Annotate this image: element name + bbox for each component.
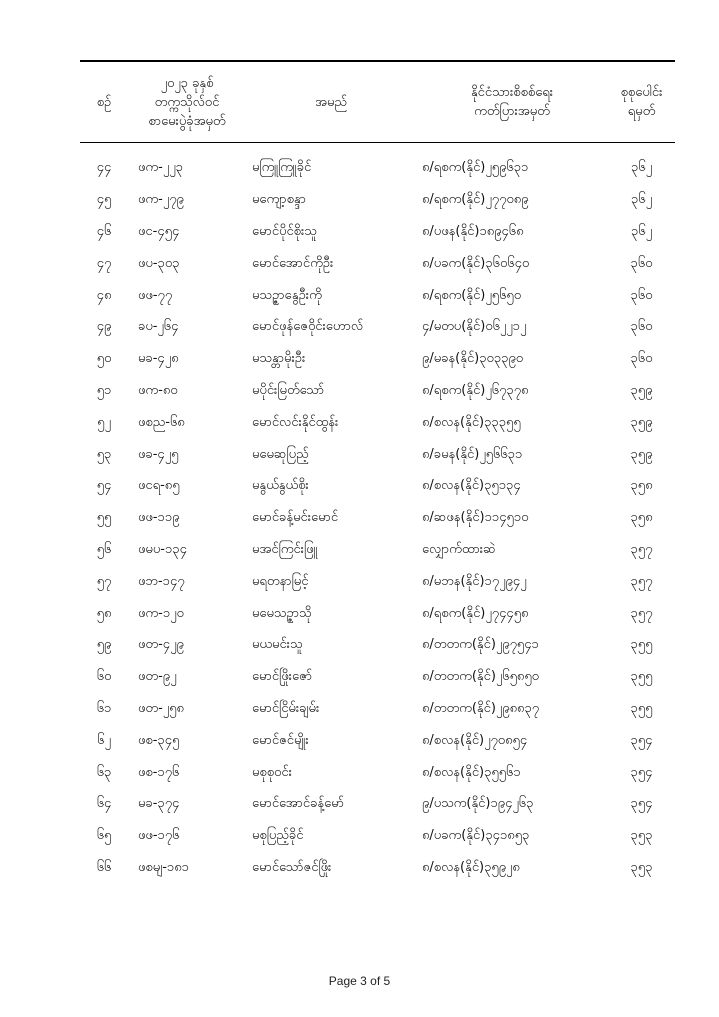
cell-no: ၅၇ xyxy=(96,573,112,589)
table-row xyxy=(80,789,675,821)
header-nrc xyxy=(416,83,608,121)
table-row xyxy=(80,344,675,376)
page-number: Page 3 of 5 xyxy=(328,974,391,988)
cell-name: မောင်ဇင်မျိုး xyxy=(252,732,309,748)
cell-name: မအင်ကြင်းဖြူ xyxy=(252,541,318,557)
cell-no: ၅၂ xyxy=(97,414,111,430)
cell-name: မောင်ပိုင်စိုးသူ xyxy=(252,223,317,239)
cell-no: ၄၆ xyxy=(96,223,112,239)
cell-no: ၆၁ xyxy=(96,700,112,716)
cell-reg: မခ-၄၂၈ xyxy=(138,351,179,367)
cell-reg: ဖတ-၉၂ xyxy=(138,669,177,685)
table-row xyxy=(80,757,675,789)
cell-nrc: ၈/ပဖန(နိုင်)၁၈၉၄၆၈ xyxy=(422,223,524,239)
cell-reg: ဖစ-၃၄၅ xyxy=(138,732,180,748)
cell-reg: ဖက-၂၂၃ xyxy=(138,160,183,176)
cell-score: ၃၅၇ xyxy=(630,605,653,621)
cell-score: ၃၅၈ xyxy=(630,510,653,526)
cell-reg: မခ-၃၇၄ xyxy=(138,796,180,812)
cell-score: ၃၅၇ xyxy=(630,541,653,557)
cell-nrc: ၈/စလန(နိုင်)၃၅၁၃၄ xyxy=(422,478,521,494)
cell-reg: ဖစ-၁၇၆ xyxy=(138,764,180,780)
header-reg-line: ၂၀၂၃ ခုနှစ် xyxy=(160,75,214,91)
header-score-line: စုစုပေါင်း xyxy=(620,85,663,100)
cell-score: ၃၆၀ xyxy=(630,319,653,335)
cell-nrc: ၈/တတက(နိုင်)၂၆၅၈၅၀ xyxy=(422,669,539,685)
table-row xyxy=(80,376,675,408)
cell-reg: ဖင-၄၅၄ xyxy=(138,223,180,239)
cell-nrc: ၈/ဆဖန(နိုင်)၁၁၄၅၁၀ xyxy=(422,510,529,526)
cell-nrc: ၄/မတပ(နိုင်)၀၆၂၂၁၂ xyxy=(422,319,527,335)
header-score-line: ရမှတ် xyxy=(627,104,656,119)
cell-reg: ဖတ-၄၂၉ xyxy=(138,637,184,653)
cell-name: မစုစုဝင်း xyxy=(252,764,292,780)
cell-nrc: လျှောက်ထားဆဲ xyxy=(422,541,496,557)
cell-score: ၃၅၅ xyxy=(630,700,653,716)
cell-nrc: ၈/တတက(နိုင်)၂၉၈၈၃၇ xyxy=(422,700,540,716)
header-no xyxy=(80,93,128,112)
header-name-line: အမည် xyxy=(315,94,347,110)
cell-name: မောင်သော်ဇင်ဖြိုး xyxy=(252,859,332,875)
cell-name: မသန္တာမိုးဦး xyxy=(252,351,306,367)
cell-name: မစုပြည့်ခိုင် xyxy=(252,828,304,844)
cell-reg: ဖတ-၂၅၈ xyxy=(138,700,184,716)
cell-name: မကြူကြူခိုင် xyxy=(252,160,312,176)
table-row xyxy=(80,407,675,439)
cell-nrc: ၈/မဘန(နိုင်)၁၇၂၉၄၂ xyxy=(422,573,527,589)
cell-score: ၃၆၂ xyxy=(630,223,652,239)
cell-no: ၄၇ xyxy=(96,255,112,271)
cell-nrc: ၈/ခမန(နိုင်)၂၅၆၆၃၁ xyxy=(422,446,523,462)
table-row xyxy=(80,598,675,630)
cell-nrc: ၉/ပသက(နိုင်)၁၉၄၂၆၃ xyxy=(422,796,534,812)
cell-no: ၅၁ xyxy=(96,382,112,398)
cell-score: ၃၅၉ xyxy=(630,382,653,398)
header-score xyxy=(608,83,675,121)
header-nrc-line: နိုင်ငံသားစိစစ်ရေး xyxy=(470,85,554,100)
cell-name: မောင်အောင်ကိုဦး xyxy=(252,255,334,271)
cell-score: ၃၅၈ xyxy=(630,478,653,494)
cell-score: ၃၅၅ xyxy=(630,637,653,653)
cell-no: ၅၉ xyxy=(96,637,112,653)
cell-score: ၃၅၄ xyxy=(630,732,653,748)
cell-nrc: ၈/စလန(နိုင်)၃၅၅၆၁ xyxy=(422,764,521,780)
cell-nrc: ၈/ပခက(နိုင်)၃၄၁၈၅၃ xyxy=(422,828,530,844)
table-row xyxy=(80,248,675,280)
table-row xyxy=(80,153,675,185)
cell-name: မမေဆုပြည့် xyxy=(252,446,309,462)
table-row xyxy=(80,535,675,567)
table-row xyxy=(80,662,675,694)
cell-name: မောင်ခန့်မင်းမောင် xyxy=(252,510,339,526)
header-reg-line: တက္ကသိုလ်ဝင် xyxy=(154,94,220,110)
cell-no: ၅၅ xyxy=(96,510,112,526)
table-row xyxy=(80,725,675,757)
header-nrc-line: ကတ်ပြားအမှတ် xyxy=(474,104,550,119)
cell-no: ၆၀ xyxy=(96,669,112,685)
cell-score: ၃၅၄ xyxy=(630,796,653,812)
cell-reg: ဖဖ-၁၇၆ xyxy=(138,828,180,844)
cell-nrc: ၈/ရစက(နိုင်)၂၅၆၅၀ xyxy=(422,287,522,303)
cell-no: ၆၂ xyxy=(97,732,111,748)
table-row xyxy=(80,503,675,535)
cell-reg: ဖဖ-၁၁၉ xyxy=(138,510,180,526)
cell-reg: ဖပ-၃၀၃ xyxy=(138,255,180,271)
cell-score: ၃၆၀ xyxy=(630,351,653,367)
header-reg xyxy=(128,74,246,131)
cell-reg: ဖစည-၆၈ xyxy=(138,414,185,430)
cell-name: မပိုင်းမြတ်သော် xyxy=(252,382,325,398)
table-row xyxy=(80,280,675,312)
cell-score: ၃၅၅ xyxy=(630,669,653,685)
cell-score: ၃၅၇ xyxy=(630,573,653,589)
cell-name: မောင်ဖြိုးဇော် xyxy=(252,669,313,685)
cell-nrc: ၈/ရစက(နိုင်)၂၆၇၃၇၈ xyxy=(422,382,529,398)
cell-score: ၃၅၉ xyxy=(630,446,653,462)
cell-score: ၃၆၀ xyxy=(630,255,653,271)
cell-name: မသဉ္ဇာနွေဦးကို xyxy=(252,287,322,303)
table-row xyxy=(80,439,675,471)
cell-reg: ဖစမျ-၁၈၁ xyxy=(138,859,189,875)
cell-no: ၅၀ xyxy=(96,351,112,367)
cell-name: မနွယ်နွယ်စိုး xyxy=(252,478,309,494)
cell-no: ၅၈ xyxy=(96,605,112,621)
cell-no: ၅၃ xyxy=(96,446,112,462)
table-row xyxy=(80,217,675,249)
cell-name: မမေသဉ္ဇာသို xyxy=(252,605,312,621)
cell-no: ၆၆ xyxy=(96,859,112,875)
cell-nrc: ၈/စလန(နိုင်)၃၅၉၂၈ xyxy=(422,859,520,875)
cell-no: ၆၃ xyxy=(96,764,112,780)
cell-nrc: ၉/မခန(နိုင်)၃၀၃၃၉၀ xyxy=(422,351,524,367)
cell-score: ၃၆၂ xyxy=(630,192,652,208)
cell-name: မရတနာမြင့် xyxy=(252,573,309,589)
cell-no: ၄၅ xyxy=(96,192,112,208)
cell-no: ၅၄ xyxy=(96,478,112,494)
cell-nrc: ၈/ရစက(နိုင်)၂၅၉၆၃၁ xyxy=(422,160,529,176)
cell-score: ၃၅၃ xyxy=(630,828,653,844)
cell-nrc: ၈/စလန(နိုင်)၂၇၀၈၅၄ xyxy=(422,732,528,748)
cell-name: မောင်လင်းနိုင်ထွန်း xyxy=(252,414,339,430)
header-reg-line: စာမေးပွဲခုံအမှတ် xyxy=(148,113,226,129)
cell-name: မောင်အောင်ခန့်မော် xyxy=(252,796,344,812)
cell-no: ၆၄ xyxy=(96,796,112,812)
cell-reg: ဖက-၂၇၉ xyxy=(138,192,184,208)
cell-reg: ဖဖ-၇၇ xyxy=(138,287,173,303)
cell-reg: ခပ-၂၆၄ xyxy=(138,319,179,335)
table-row xyxy=(80,821,675,853)
cell-nrc: ၈/ရစက(နိုင်)၂၇၄၄၅၈ xyxy=(422,605,529,621)
cell-nrc: ၈/စလန(နိုင်)၃၃၃၅၅ xyxy=(422,414,521,430)
header-no-line: စဉ် xyxy=(96,94,112,110)
table-row xyxy=(80,471,675,503)
cell-name: မကျော့စန္ဒာ xyxy=(252,192,306,208)
cell-score: ၃၅၃ xyxy=(630,859,653,875)
cell-reg: ဖခ-၄၂၅ xyxy=(138,446,179,462)
cell-name: မောင်ဖုန်ဇေဝိုင်းဟောလ် xyxy=(252,319,364,335)
cell-nrc: ၈/ရစက(နိုင်)၂၇၇၀၈၉ xyxy=(422,192,529,208)
cell-no: ၅၆ xyxy=(96,541,112,557)
cell-reg: ဖက-၈၀ xyxy=(138,382,178,398)
cell-no: ၄၄ xyxy=(96,160,112,176)
cell-reg: ဖငရ-၈၅ xyxy=(138,478,180,494)
table-body xyxy=(80,153,675,884)
cell-reg: ဖမပ-၁၃၄ xyxy=(138,541,187,557)
header-name xyxy=(246,93,416,112)
cell-score: ၃၅၉ xyxy=(630,414,653,430)
cell-name: မောင်ငြိမ်းချမ်း xyxy=(252,700,320,716)
cell-no: ၆၅ xyxy=(96,828,112,844)
cell-name: မယမင်းသူ xyxy=(252,637,303,653)
table-row xyxy=(80,566,675,598)
cell-reg: ဖက-၁၂၀ xyxy=(138,605,184,621)
table-row xyxy=(80,312,675,344)
cell-nrc: ၈/တတက(နိုင်)၂၉၇၅၄၁ xyxy=(422,637,539,653)
table-row xyxy=(80,694,675,726)
cell-nrc: ၈/ပခက(နိုင်)၃၆၀၆၄၀ xyxy=(422,255,530,271)
results-table xyxy=(80,60,675,884)
cell-no: ၄၉ xyxy=(96,319,112,335)
cell-no: ၄၈ xyxy=(96,287,112,303)
table-row xyxy=(80,630,675,662)
table-row xyxy=(80,185,675,217)
table-row xyxy=(80,853,675,885)
cell-score: ၃၆၀ xyxy=(630,287,653,303)
cell-score: ၃၆၂ xyxy=(630,160,652,176)
cell-reg: ဖဘ-၁၄၇ xyxy=(138,573,185,589)
cell-score: ၃၅၄ xyxy=(630,764,653,780)
table-header xyxy=(80,62,675,142)
